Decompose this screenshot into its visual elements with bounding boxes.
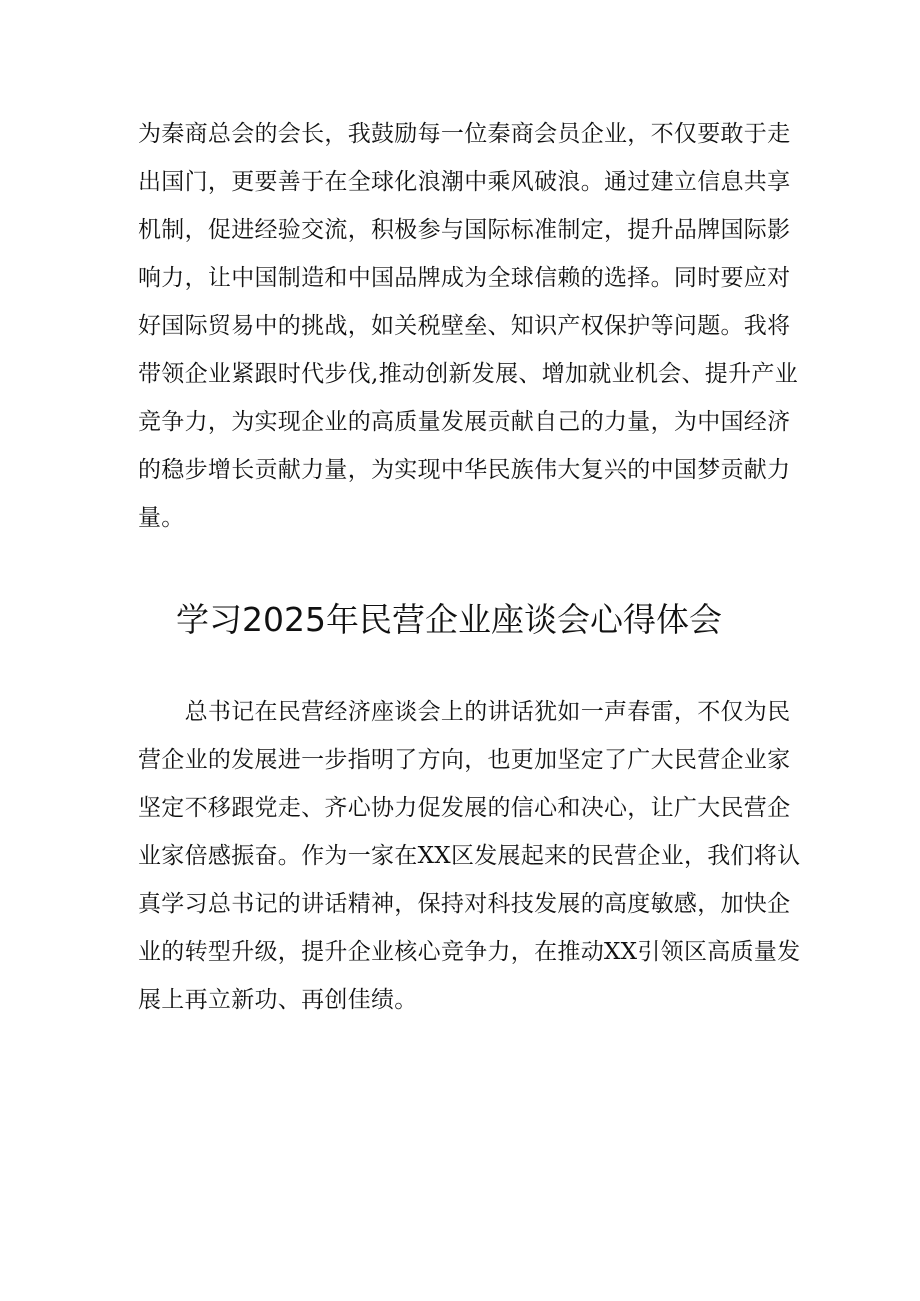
document-title: 学习2025年民营企业座谈会心得体会 <box>176 600 722 639</box>
body-paragraph-1 <box>138 110 799 542</box>
paragraph-line: 带领企业紧跟时代步伐,推动创新发展、增加就业机会、提升产业 <box>138 361 799 387</box>
paragraph-line: 好国际贸易中的挑战，如关税壁垒、知识产权保护等问题。我将 <box>138 313 791 339</box>
paragraph-line: 的稳步增长贡献力量，为实现中华民族伟大复兴的中国梦贡献力 <box>138 457 791 483</box>
body-paragraph-2 <box>138 688 801 1024</box>
paragraph-line: 坚定不移跟党走、齐心协力促发展的信心和决心，让广大民营企 <box>138 795 791 821</box>
paragraph-line: 响力，让中国制造和中国品牌成为全球信赖的选择。同时要应对 <box>138 265 791 291</box>
paragraph-line: 为秦商总会的会长，我鼓励每一位秦商会员企业，不仅要敢于走 <box>138 121 791 147</box>
paragraph-line: 真学习总书记的讲话精神，保持对科技发展的高度敏感，加快企 <box>138 891 791 917</box>
paragraph-line: 总书记在民营经济座谈会上的讲话犹如一声春雷，不仅为民 <box>138 699 791 725</box>
paragraph-line: 竞争力，为实现企业的高质量发展贡献自己的力量，为中国经济 <box>138 409 791 435</box>
paragraph-line: 业的转型升级，提升企业核心竞争力，在推动XX引领区高质量发 <box>138 939 801 965</box>
paragraph-line: 展上再立新功、再创佳绩。 <box>138 987 418 1013</box>
paragraph-line: 营企业的发展进一步指明了方向，也更加坚定了广大民营企业家 <box>138 747 791 773</box>
paragraph-line: 机制，促进经验交流，积极参与国际标准制定，提升品牌国际影 <box>138 217 791 243</box>
paragraph-line: 出国门，更要善于在全球化浪潮中乘风破浪。通过建立信息共享 <box>138 169 791 195</box>
paragraph-line: 业家倍感振奋。作为一家在XX区发展起来的民营企业，我们将认 <box>138 843 801 869</box>
paragraph-line: 量。 <box>138 505 185 531</box>
